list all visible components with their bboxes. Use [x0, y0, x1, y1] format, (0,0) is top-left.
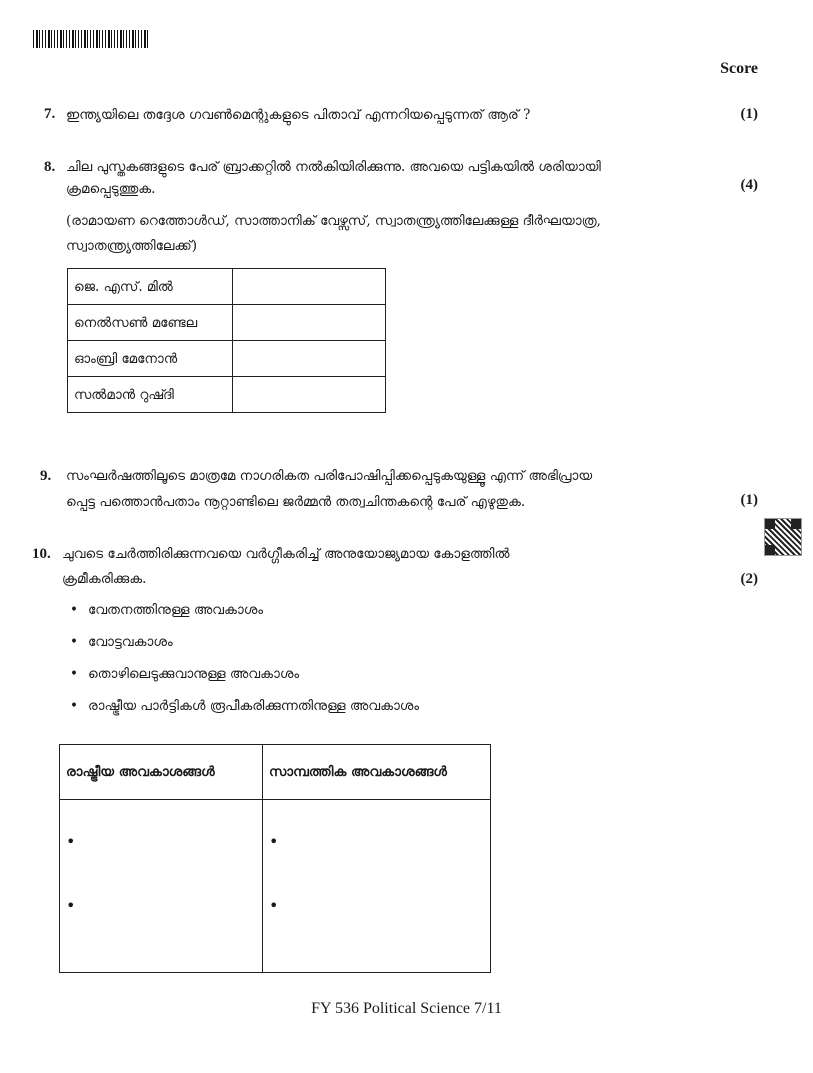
question-8-mark: (4)	[740, 177, 758, 193]
question-7-mark: (1)	[740, 106, 758, 122]
list-item: • തൊഴിലെടുക്കുവാനുള്ള അവകാശം	[70, 660, 419, 692]
table-row	[68, 305, 386, 341]
question-9-mark: (1)	[740, 492, 758, 508]
question-8-number: 8.	[44, 159, 56, 175]
question-7-text: ഇന്ത്യയിലെ തദ്ദേശ ഗവൺമെന്റുകളുടെ പിതാവ് എന്നറിയപ്പെടുന്നത് ആര് ?	[66, 107, 531, 123]
question-10-number: 10.	[32, 546, 51, 562]
economic-rights-answer-cell[interactable]	[263, 800, 491, 973]
list-item: • വേതനത്തിനുള്ള അവകാശം	[70, 596, 419, 628]
q10-answer-table	[59, 744, 491, 973]
q8-answer-cell[interactable]	[233, 305, 386, 341]
bullet-point: •	[269, 832, 279, 851]
question-9-line2: പ്പെട്ട പത്തൊൻപതാം നൂറ്റാണ്ടിലെ ജർമ്മൻ തത്വചിന്തകന്റെ പേര് എഴുതുക.	[66, 494, 526, 510]
q8-answer-table	[67, 268, 386, 413]
table-row	[60, 800, 491, 973]
q8-row-label: സൽമാൻ റുഷ്ദി	[68, 377, 233, 413]
q8-row-label: നെൽസൺ മണ്ടേല	[68, 305, 233, 341]
question-9-line1: സംഘർഷത്തിലൂടെ മാത്രമേ നാഗരികത പരിപോഷിപ്പിക്കപ്പെടുകയുള്ളൂ എന്ന് അഭിപ്രായ	[66, 468, 593, 484]
question-8-line2: ക്രമപ്പെടുത്തുക.	[66, 181, 156, 197]
score-label: Score	[720, 60, 758, 77]
q10-bullet-list	[70, 596, 419, 724]
q8-answer-cell[interactable]	[233, 341, 386, 377]
question-10-line1: ചുവടെ ചേർത്തിരിക്കുന്നവയെ വർഗ്ഗീകരിച്ച് അനുയോജ്യമായ കോളത്തിൽ	[62, 546, 510, 562]
q8-answer-cell[interactable]	[233, 269, 386, 305]
table-row	[68, 341, 386, 377]
question-10-line2: ക്രമീകരിക്കുക.	[62, 571, 147, 587]
question-8-line1: ചില പുസ്തകങ്ങളുടെ പേര് ബ്രാക്കറ്റിൽ നൽകിയിരിക്കുന്നു. അവയെ പട്ടികയിൽ ശരിയായി	[66, 159, 601, 175]
column-header-economic-rights: സാമ്പത്തിക അവകാശങ്ങൾ	[263, 745, 491, 800]
bullet-point: •	[269, 896, 279, 915]
q8-row-label: ഓംബ്രി മേനോൻ	[68, 341, 233, 377]
question-7-number: 7.	[44, 106, 56, 122]
table-row	[68, 377, 386, 413]
question-10-mark: (2)	[740, 571, 758, 587]
question-8-options-line1: (രാമായണ റെത്തോൾഡ്, സാത്താനിക് വേഴ്സസ്, സ്വാതന്ത്ര്യത്തിലേക്കുള്ള ദീർഘയാത്ര,	[66, 213, 601, 229]
bullet-point: •	[66, 832, 76, 851]
question-8-options-line2: സ്വാതന്ത്ര്യത്തിലേക്ക്)	[66, 238, 197, 254]
political-rights-answer-cell[interactable]	[60, 800, 263, 973]
page-footer: FY 536 Political Science 7/11	[311, 1000, 502, 1017]
list-item: • വോട്ടവകാശം	[70, 628, 419, 660]
barcode	[33, 30, 149, 48]
list-item: • രാഷ്ട്രീയ പാർട്ടികൾ രൂപീകരിക്കുന്നതിനുള്ള അവകാശം	[70, 692, 419, 724]
table-row	[68, 269, 386, 305]
q8-answer-cell[interactable]	[233, 377, 386, 413]
question-9-number: 9.	[40, 468, 52, 484]
bullet-point: •	[66, 896, 76, 915]
qr-code	[764, 518, 802, 556]
q8-row-label: ജെ. എസ്. മിൽ	[68, 269, 233, 305]
table-header-row	[60, 745, 491, 800]
column-header-political-rights: രാഷ്ട്രീയ അവകാശങ്ങൾ	[60, 745, 263, 800]
